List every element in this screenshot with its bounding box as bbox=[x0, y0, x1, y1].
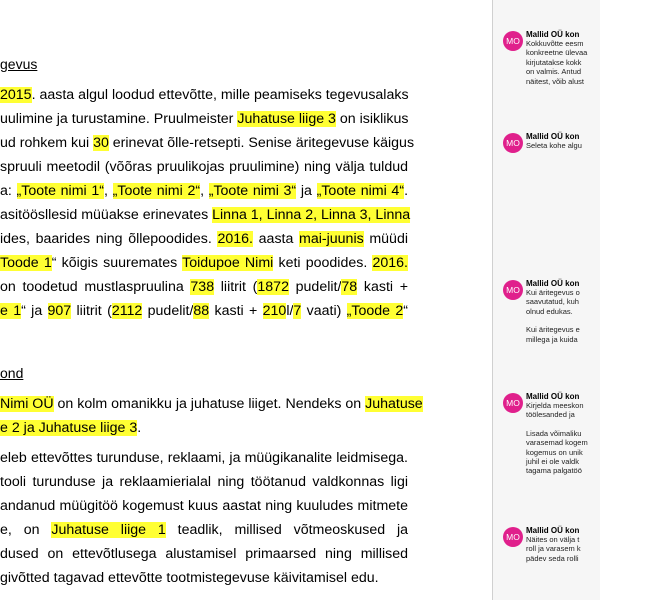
text-run: on isiklikus bbox=[335, 111, 409, 127]
text-run: givõtted tagavad ettevõtte tootmistegevuse käivitamisel edu. bbox=[0, 570, 379, 586]
comment-line: Kirjelda meeskon bbox=[526, 401, 584, 410]
text-run: liitrit ( bbox=[214, 279, 258, 295]
text-run: ud rohkem kui bbox=[0, 135, 94, 151]
highlighted-text: Toidupoe Nimi bbox=[182, 255, 274, 271]
highlighted-text: Linna 1, Linna 2, Linna 3, Linna bbox=[212, 207, 411, 223]
text-run: pudelit/ bbox=[288, 279, 342, 295]
text-run: müüdi bbox=[363, 231, 408, 247]
comment-author: Mallid OÜ kon bbox=[526, 392, 580, 401]
text-line bbox=[0, 206, 411, 224]
text-run: kasti + bbox=[209, 303, 263, 319]
comment-line: kirjutatakse kokk bbox=[526, 57, 582, 67]
comment-author: Mallid OÜ kon bbox=[526, 132, 580, 141]
comment-line: pädev seda rolli bbox=[526, 553, 579, 563]
highlighted-text: „Toote nimi 3“ bbox=[208, 183, 297, 199]
comment-text bbox=[526, 535, 646, 563]
text-run: kasti + bbox=[357, 279, 409, 295]
highlighted-text: 2112 bbox=[111, 303, 143, 319]
comment-line: saavutatud, kuh bbox=[526, 297, 579, 307]
highlighted-text: 2015 bbox=[0, 87, 32, 103]
text-run: “ kõigis suuremates bbox=[51, 255, 183, 271]
comment-text bbox=[526, 401, 646, 476]
highlighted-text: 7 bbox=[293, 303, 302, 319]
highlighted-text: 1872 bbox=[257, 279, 289, 295]
comment-line: on valmis. Antud bbox=[526, 67, 582, 77]
text-run: , bbox=[103, 183, 113, 199]
comment-line: Kokkuvõtte eesm bbox=[526, 39, 584, 48]
comments-pane bbox=[493, 0, 600, 600]
comment-line: Kui äritegevus o bbox=[526, 288, 580, 297]
text-run: asitöösllesid müüakse erinevates bbox=[0, 207, 213, 223]
highlighted-text: Toode 1 bbox=[0, 255, 52, 271]
highlighted-text: „Toote nimi 1“ bbox=[16, 183, 104, 199]
highlighted-text: 78 bbox=[341, 279, 358, 295]
text-line bbox=[0, 86, 408, 104]
highlighted-text: „Toode 2 bbox=[346, 303, 404, 319]
text-run: “ bbox=[403, 303, 408, 319]
text-run: , bbox=[200, 183, 209, 199]
comment-author: Mallid OÜ kon bbox=[526, 526, 580, 535]
avatar: MO bbox=[503, 133, 523, 153]
text-line bbox=[0, 182, 408, 200]
highlighted-text: Juhatuse bbox=[365, 396, 423, 412]
highlighted-text: 738 bbox=[190, 279, 215, 295]
comment-line: Lisada võimaliku bbox=[526, 428, 582, 438]
comment-line: juhil ei ole valdk bbox=[526, 457, 579, 467]
text-line bbox=[0, 473, 408, 491]
comment-line: konkreetne ülevaa bbox=[526, 48, 588, 58]
text-run: pudelit/ bbox=[142, 303, 194, 319]
text-run: dused on ettevõtlusega alustamisel primaarsed ning millised bbox=[0, 546, 408, 562]
text-run: keti poodides. bbox=[273, 255, 373, 271]
comment-line: Kui äritegevus e bbox=[526, 325, 580, 335]
comment-line: näitest, võib alust bbox=[526, 76, 584, 86]
comment-line bbox=[526, 316, 646, 325]
text-run: on kolm omanikku ja juhatuse liiget. Nendeks on bbox=[53, 396, 366, 412]
highlighted-text: „Toote nimi 4“ bbox=[316, 183, 405, 199]
highlighted-text: Juhatuse liige 1 bbox=[51, 522, 166, 538]
text-run: e, on bbox=[0, 522, 52, 538]
text-run: spruuli meetodil (võõras pruulikojas pruulimine) ning välja tuldud bbox=[0, 159, 408, 175]
avatar: MO bbox=[503, 527, 523, 547]
text-line bbox=[0, 395, 423, 413]
text-run: erinevat õlle-retsepti. Senise äritegevuse käigus bbox=[108, 135, 415, 151]
highlighted-text: e 1 bbox=[0, 303, 22, 319]
comment-line: kogemus on unik bbox=[526, 447, 583, 457]
section-heading-team: ond bbox=[0, 365, 24, 381]
comment-line: tagama palgatöö bbox=[526, 466, 582, 476]
text-line bbox=[0, 521, 408, 539]
comment-text bbox=[526, 39, 646, 86]
highlighted-text: 2016. bbox=[217, 231, 253, 247]
comment-line: olnud edukas. bbox=[526, 306, 573, 316]
comment-line: millega ja kuida bbox=[526, 334, 578, 344]
text-line bbox=[0, 497, 408, 515]
highlighted-text: 210 bbox=[262, 303, 287, 319]
avatar: MO bbox=[503, 31, 523, 51]
highlighted-text: 30 bbox=[93, 135, 109, 151]
highlighted-text: mai-juunis bbox=[299, 231, 364, 247]
text-line bbox=[0, 449, 408, 467]
avatar: MO bbox=[503, 393, 523, 413]
text-run: teadlik, millised võtmeoskused ja bbox=[165, 522, 409, 538]
text-run: l/ bbox=[286, 303, 294, 319]
highlighted-text: 2016. bbox=[372, 255, 408, 271]
highlighted-text: Nimi OÜ bbox=[0, 396, 54, 412]
comment-line: Näites on välja t bbox=[526, 535, 580, 544]
highlighted-text: 907 bbox=[47, 303, 72, 319]
text-line bbox=[0, 545, 408, 563]
highlighted-text: 88 bbox=[193, 303, 210, 319]
comment-line: roll ja varasem k bbox=[526, 544, 581, 554]
text-run: . bbox=[137, 420, 142, 436]
text-run: a: bbox=[0, 183, 17, 199]
highlighted-text: „Toote nimi 2“ bbox=[112, 183, 201, 199]
text-line bbox=[0, 419, 408, 437]
highlighted-text: e 2 ja Juhatuse liige 3 bbox=[0, 420, 138, 436]
text-run: ides, baarides ning õllepoodides. bbox=[0, 231, 218, 247]
text-run: uulimine ja turustamine. Pruulmeister bbox=[0, 111, 238, 127]
comment-line bbox=[526, 420, 646, 429]
text-run: aasta bbox=[253, 231, 300, 247]
text-run: eleb ettevõttes turunduse, reklaami, ja müügikanalite leidmisega. bbox=[0, 450, 408, 466]
text-run: liitrit ( bbox=[71, 303, 112, 319]
comment-line: Seleta kohe algu bbox=[526, 141, 582, 150]
section-heading-activity: gevus bbox=[0, 56, 38, 72]
text-line bbox=[0, 230, 408, 248]
text-line bbox=[0, 134, 415, 152]
text-line bbox=[0, 569, 408, 587]
text-run: on toodetud mustlaspruulina bbox=[0, 279, 191, 295]
text-run: tooli turunduse ja reklaamierialal ning töötanud valdkonnas ligi bbox=[0, 474, 408, 490]
comment-text bbox=[526, 141, 646, 150]
text-run: . aasta algul loodud ettevõtte, mille peamiseks tegevusalaks bbox=[31, 87, 409, 103]
text-line bbox=[0, 302, 408, 320]
comment-author: Mallid OÜ kon bbox=[526, 279, 580, 288]
text-run: ja bbox=[296, 183, 317, 199]
text-line bbox=[0, 254, 408, 272]
comment-text bbox=[526, 288, 646, 344]
highlighted-text: Juhatuse liige 3 bbox=[237, 111, 336, 127]
comment-line: varasemad kogem bbox=[526, 438, 588, 448]
comment-line: töölesanded ja bbox=[526, 410, 575, 420]
text-run: . bbox=[404, 183, 409, 199]
comment-author: Mallid OÜ kon bbox=[526, 30, 580, 39]
text-line bbox=[0, 158, 408, 176]
text-line bbox=[0, 110, 408, 128]
text-run: andanud müügitöö kogemust kuus aastat ning kuuludes mitmete bbox=[0, 498, 408, 514]
text-run: “ ja bbox=[21, 303, 48, 319]
avatar: MO bbox=[503, 280, 523, 300]
text-line bbox=[0, 278, 408, 296]
text-run: vaati) bbox=[301, 303, 347, 319]
